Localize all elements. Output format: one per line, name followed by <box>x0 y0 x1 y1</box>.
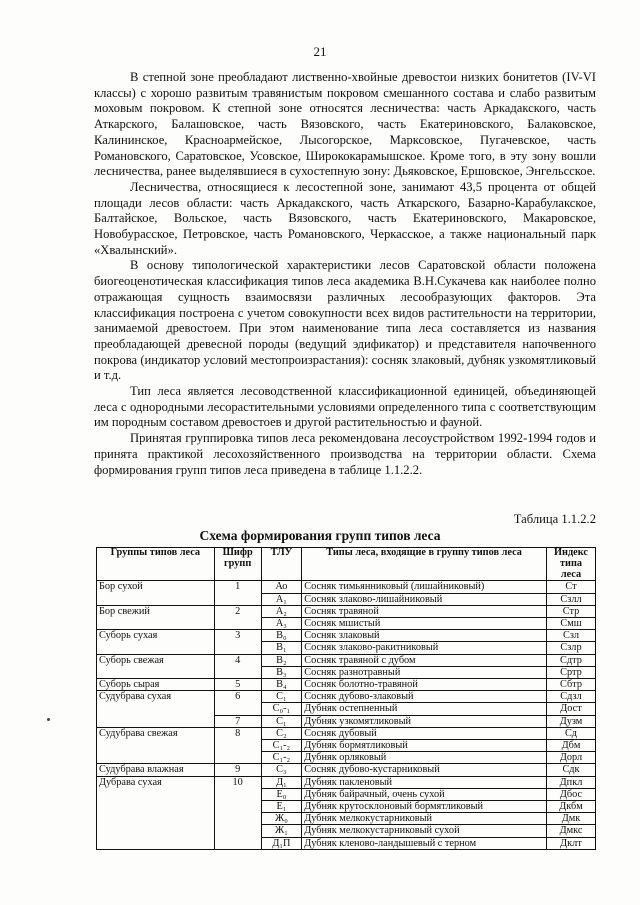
tlu-cell: Д₁ <box>261 776 302 788</box>
tlu-cell: С₁ <box>261 715 302 727</box>
table-row <box>97 666 596 678</box>
tlu-cell: Д₁П <box>261 837 302 849</box>
type-cell: Дубняк бормятликовый <box>302 740 547 752</box>
table-row <box>97 764 596 776</box>
type-cell: Дубняк кленово-ландышевый с терном <box>302 837 547 849</box>
group-cell <box>97 618 215 630</box>
type-cell: Сосняк дубовый <box>302 727 547 739</box>
code-cell: 9 <box>214 764 261 776</box>
type-cell: Дубняк байрачный, очень сухой <box>302 788 547 800</box>
type-cell: Дубняк мелкокустарниковый сухой <box>302 825 547 837</box>
header-group: Группы типов леса <box>97 548 215 581</box>
index-cell: Сбтр <box>547 679 596 691</box>
header-tlu: ТЛУ <box>261 548 302 581</box>
tlu-cell: А₃ <box>261 618 302 630</box>
table-row <box>97 654 596 666</box>
index-cell: Сртр <box>547 666 596 678</box>
group-cell <box>97 788 215 800</box>
group-cell <box>97 837 215 849</box>
tlu-cell: С₂ <box>261 727 302 739</box>
type-cell: Сосняк злаковый <box>302 630 547 642</box>
type-cell: Дубняк крутосклоновый бормятликовый <box>302 801 547 813</box>
group-cell <box>97 593 215 605</box>
tlu-cell: В₃ <box>261 666 302 678</box>
group-cell: Суборь свежая <box>97 654 215 666</box>
table-row <box>97 727 596 739</box>
index-cell: Дузм <box>547 715 596 727</box>
group-cell <box>97 740 215 752</box>
page-number: 21 <box>313 44 327 59</box>
code-cell: 5 <box>214 679 261 691</box>
tlu-cell: В₂ <box>261 654 302 666</box>
paragraph: Принятая группировка типов леса рекомендована лесоустройством 1992-1994 годов и принята практикой лесохозяйственного производства на территории области. Схема формирования групп типов леса приведена в таблице 1.1.2.2. <box>94 431 596 477</box>
tlu-cell: С₁-₂ <box>261 752 302 764</box>
group-cell <box>97 752 215 764</box>
type-cell: Дубняк орляковый <box>302 752 547 764</box>
group-cell <box>97 825 215 837</box>
type-cell: Сосняк тимьянниковый (лишайниковый) <box>302 581 547 593</box>
group-cell: Бор сухой <box>97 581 215 593</box>
group-cell: Судубрава сухая <box>97 691 215 703</box>
type-cell: Сосняк травяной с дубом <box>302 654 547 666</box>
tlu-cell: В₁ <box>261 642 302 654</box>
index-cell: Дорл <box>547 752 596 764</box>
code-cell <box>214 666 261 678</box>
group-cell: Судубрава влажная <box>97 764 215 776</box>
code-cell: 2 <box>214 605 261 617</box>
index-cell: Сзл <box>547 630 596 642</box>
group-cell <box>97 801 215 813</box>
group-cell <box>97 813 215 825</box>
type-cell: Сосняк дубово-злаковый <box>302 691 547 703</box>
code-cell <box>214 825 261 837</box>
index-cell: Смш <box>547 618 596 630</box>
paragraph: В основу типологической характеристики лесов Саратовской области положена биогеоценотическая классификация типов леса академика В.Н.Сукачева как наиболее полно отражающая сущность взаимосвязи различных лесообразующих факторов. Эта классификация построена с учетом совокупности всех видов растительности на территории, занимаемой древостоем. При этом наименование типа леса составляется из названия преобладающей древесной породы (ведущий эдификатор) и представителя напочвенного покрова (индикатор условий местопроизрастания): сосняк злаковый, дубняк узкомятликовый и т.д. <box>94 258 596 383</box>
index-cell: Сзлр <box>547 642 596 654</box>
table-row <box>97 801 596 813</box>
index-cell: Сдк <box>547 764 596 776</box>
tlu-cell: С₁ <box>261 691 302 703</box>
tlu-cell: Е₀ <box>261 788 302 800</box>
group-cell: Суборь сухая <box>97 630 215 642</box>
code-cell <box>214 642 261 654</box>
table-row <box>97 825 596 837</box>
code-cell <box>214 618 261 630</box>
index-cell: Дмкс <box>547 825 596 837</box>
group-cell: Бор свежий <box>97 605 215 617</box>
code-cell <box>214 813 261 825</box>
type-cell: Сосняк злаково-ракитниковый <box>302 642 547 654</box>
paragraph: Тип леса является лесоводственной классификационной единицей, объединяющей леса с однородными лесорастительными условиями определенного типа с соответствующим им породным составом древостоев и другой растительностью и фауной. <box>94 384 596 430</box>
code-cell: 6 <box>214 691 261 703</box>
header-index: Индекс типа леса <box>547 548 596 581</box>
body-text <box>94 70 596 478</box>
tlu-cell: А₂ <box>261 605 302 617</box>
table-row <box>97 618 596 630</box>
tlu-cell: С₃ <box>261 764 302 776</box>
code-cell <box>214 740 261 752</box>
tlu-cell: С₁-₂ <box>261 740 302 752</box>
code-cell <box>214 752 261 764</box>
code-cell <box>214 703 261 715</box>
tlu-cell: В₄ <box>261 679 302 691</box>
type-cell: Дубняк мелкокустарниковый <box>302 813 547 825</box>
type-cell: Сосняк болотно-травяной <box>302 679 547 691</box>
group-cell: Дубрава сухая <box>97 776 215 788</box>
type-cell: Сосняк травяной <box>302 605 547 617</box>
type-cell: Сосняк дубово-кустарниковый <box>302 764 547 776</box>
tlu-cell: В₀ <box>261 630 302 642</box>
index-cell: Сд <box>547 727 596 739</box>
type-cell: Дубняк узкомятликовый <box>302 715 547 727</box>
table-caption: Таблица 1.1.2.2 <box>513 512 596 526</box>
index-cell: Дпкл <box>547 776 596 788</box>
table-row <box>97 691 596 703</box>
code-cell: 7 <box>214 715 261 727</box>
index-cell: Сдтр <box>547 654 596 666</box>
table-header-row <box>97 548 596 581</box>
index-cell: Дклт <box>547 837 596 849</box>
tlu-cell: Ао <box>261 581 302 593</box>
index-cell: Сдзл <box>547 691 596 703</box>
table-row <box>97 605 596 617</box>
table-body <box>97 581 596 849</box>
index-cell: Дбм <box>547 740 596 752</box>
table-row <box>97 813 596 825</box>
code-cell: 3 <box>214 630 261 642</box>
tlu-cell: Е₁ <box>261 801 302 813</box>
forest-types-table <box>96 547 596 850</box>
group-cell <box>97 715 215 727</box>
table-row <box>97 703 596 715</box>
code-cell: 8 <box>214 727 261 739</box>
type-cell: Дубняк остепненный <box>302 703 547 715</box>
index-cell: Дост <box>547 703 596 715</box>
type-cell: Сосняк злаково-лишайниковый <box>302 593 547 605</box>
table-row <box>97 581 596 593</box>
tlu-cell: Ж₀ <box>261 813 302 825</box>
code-cell <box>214 788 261 800</box>
index-cell: Сзлл <box>547 593 596 605</box>
header-code: Шифр групп <box>214 548 261 581</box>
tlu-cell: Ж₁ <box>261 825 302 837</box>
group-cell <box>97 642 215 654</box>
type-cell: Сосняк разнотравный <box>302 666 547 678</box>
group-cell: Судубрава свежая <box>97 727 215 739</box>
table-row <box>97 776 596 788</box>
table-row <box>97 642 596 654</box>
index-cell: Дкбм <box>547 801 596 813</box>
table-row <box>97 788 596 800</box>
paragraph: Лесничества, относящиеся к лесостепной зоне, занимают 43,5 процента от общей площади лесов области: часть Аркадакского, часть Аткарского, Базарно-Карабулакское, Балтайское, Вольское, часть Вязовского, часть Екатериновского, Макаровское, Новобурасское, Петровское, часть Романовского, Черкасское, а также национальный парк «Хвалынский». <box>94 179 596 257</box>
table-row <box>97 630 596 642</box>
index-cell: Ст <box>547 581 596 593</box>
type-cell: Дубняк пакленовый <box>302 776 547 788</box>
table-row <box>97 837 596 849</box>
table-row <box>97 679 596 691</box>
code-cell: 1 <box>214 581 261 593</box>
index-cell: Дмк <box>547 813 596 825</box>
table-row <box>97 593 596 605</box>
index-cell: Дбос <box>547 788 596 800</box>
type-cell: Сосняк мшистый <box>302 618 547 630</box>
code-cell <box>214 593 261 605</box>
group-cell <box>97 666 215 678</box>
table-row <box>97 715 596 727</box>
table-row <box>97 752 596 764</box>
table-title: Схема формирования групп типов леса <box>199 528 441 543</box>
tlu-cell: С₀-₁ <box>261 703 302 715</box>
tlu-cell: А₁ <box>261 593 302 605</box>
code-cell: 4 <box>214 654 261 666</box>
group-cell <box>97 703 215 715</box>
scan-speck <box>47 718 50 721</box>
group-cell: Суборь сырая <box>97 679 215 691</box>
paragraph: В степной зоне преобладают лиственно-хвойные древостои низких бонитетов (IV-VI классы) с хорошо развитым травянистым покровом смешанного состава и слабо развитым моховым покровом. К степной зоне относятся лесничества: часть Аркадакского, часть Аткарского, Балашовское, часть Вязовского, часть Екатериновского, Балаковское, Калининское, Красноармейское, Лысогорское, Марксовское, Пугачевское, часть Романовского, Саратовское, Усовское, Ширококарамышское. Кроме того, в эту зону вошли лесничества, ранее выделявшиеся в сухостепную зону: Дьяковское, Ершовское, Энгельсское. <box>94 70 596 179</box>
table-row <box>97 740 596 752</box>
index-cell: Стр <box>547 605 596 617</box>
code-cell <box>214 837 261 849</box>
header-types: Типы леса, входящие в группу типов леса <box>302 548 547 581</box>
code-cell <box>214 801 261 813</box>
code-cell: 10 <box>214 776 261 788</box>
